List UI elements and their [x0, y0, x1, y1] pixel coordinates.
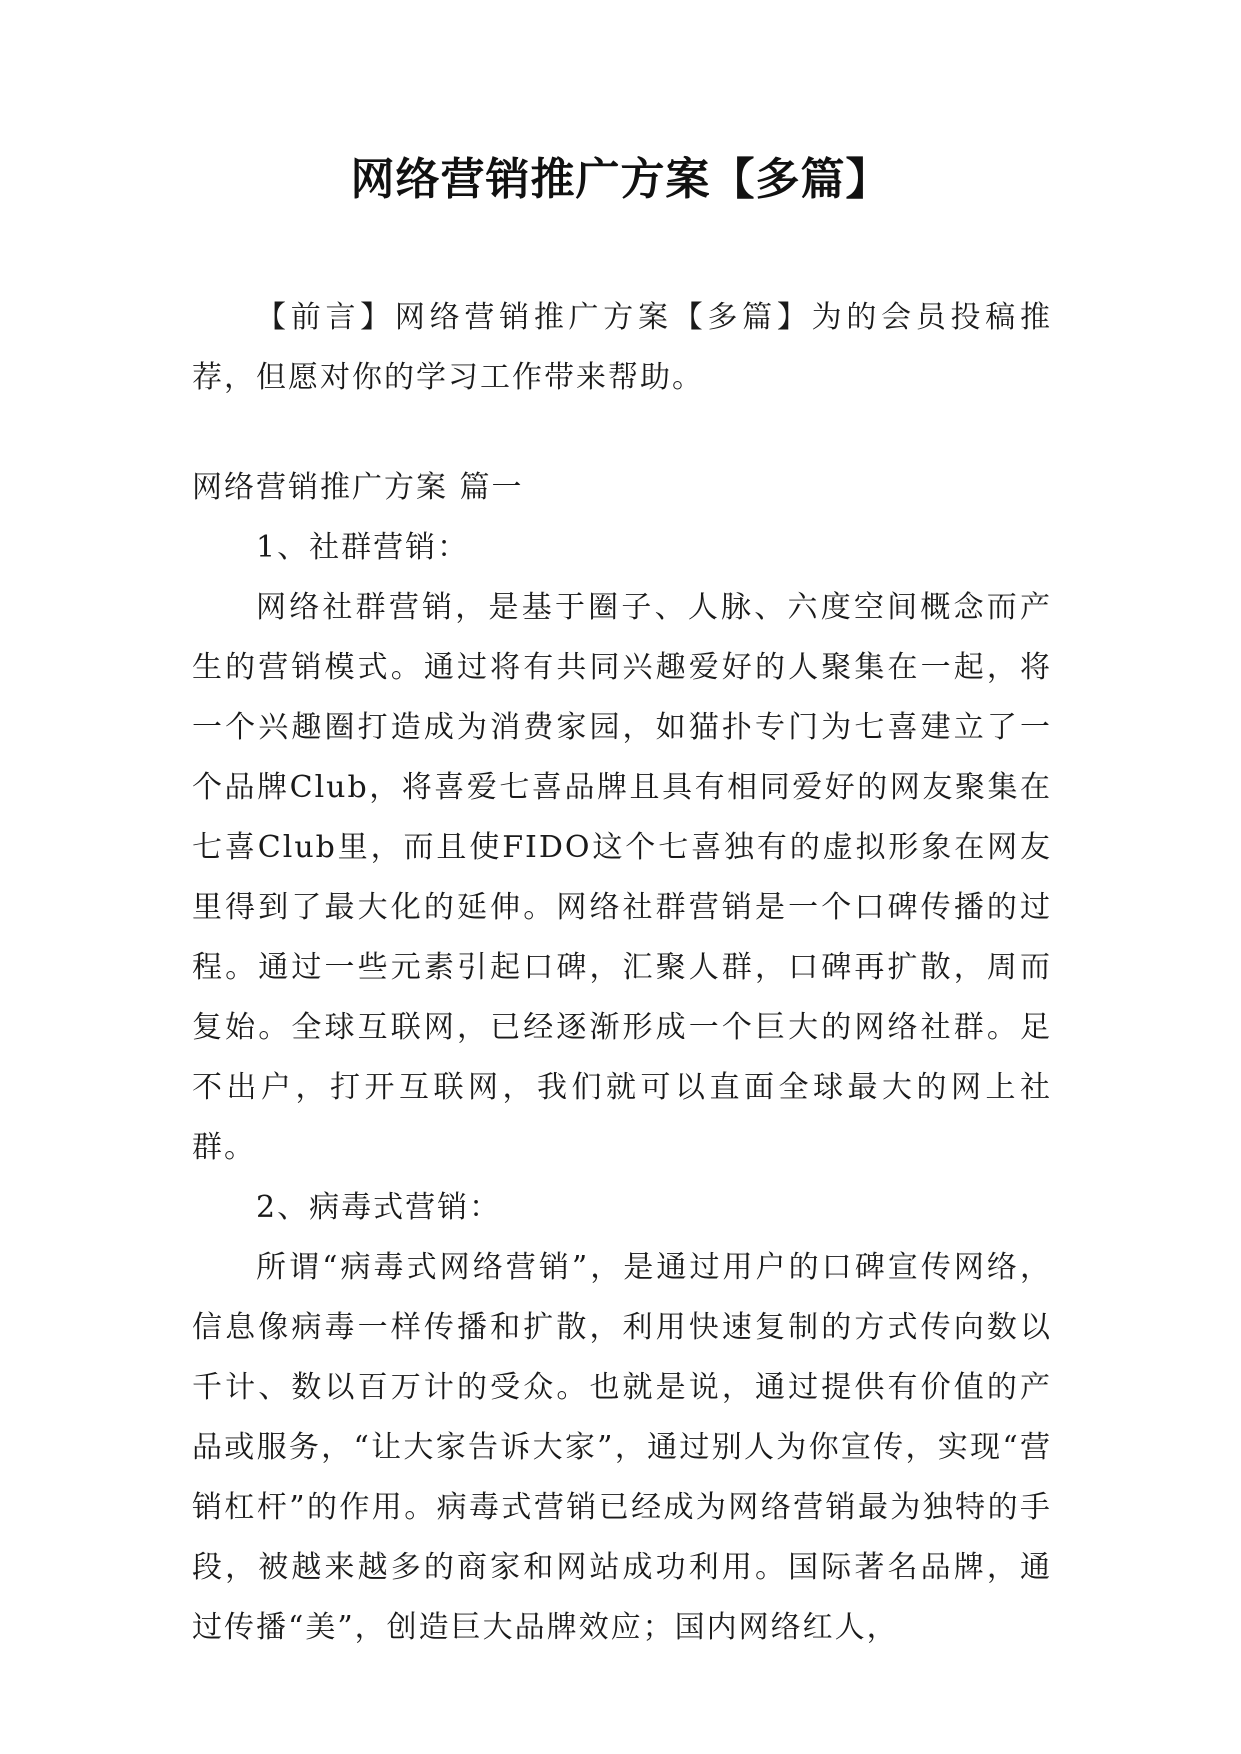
content-block: [192, 458, 1052, 1658]
section-title: 网络营销推广方案 篇一: [192, 470, 524, 505]
intro-paragraph: 【前言】网络营销推广方案【多篇】为的会员投稿推荐，但愿对你的学习工作带来帮助。: [192, 300, 1052, 395]
intro-block: [192, 288, 1052, 408]
item2-paragraph: 所谓“病毒式网络营销”，是通过用户的口碑宣传网络，信息像病毒一样传播和扩散，利用快速复制的方式传向数以千计、数以百万计的受众。也就是说，通过提供有价值的产品或服务，“让大家告诉大家”，通过别人为你宣传，实现“营销杠杆”的作用。病毒式营销已经成为网络营销最为独特的手段，被越来越多的商家和网站成功利用。国际著名品牌，通过传播“美”，创造巨大品牌效应；国内网络红人，: [192, 1250, 1052, 1645]
item2-heading: 2、病毒式营销：: [256, 1190, 502, 1225]
document-title: 网络营销推广方案【多篇】: [350, 154, 891, 205]
item1-paragraph: 网络社群营销，是基于圈子、人脉、六度空间概念而产生的营销模式。通过将有共同兴趣爱好的人聚集在一起，将一个兴趣圈打造成为消费家园，如猫扑专门为七喜建立了一个品牌Club，将喜爱七喜品牌且具有相同爱好的网友聚集在七喜Club里，而且使FIDO这个七喜独有的虚拟形象在网友里得到了最大化的延伸。网络社群营销是一个口碑传播的过程。通过一些元素引起口碑，汇聚人群，口碑再扩散，周而复始。全球互联网，已经逐渐形成一个巨大的网络社群。足不出户，打开互联网，我们就可以直面全球最大的网上社群。: [192, 590, 1052, 1165]
item1-heading: 1、社群营销：: [256, 530, 470, 565]
